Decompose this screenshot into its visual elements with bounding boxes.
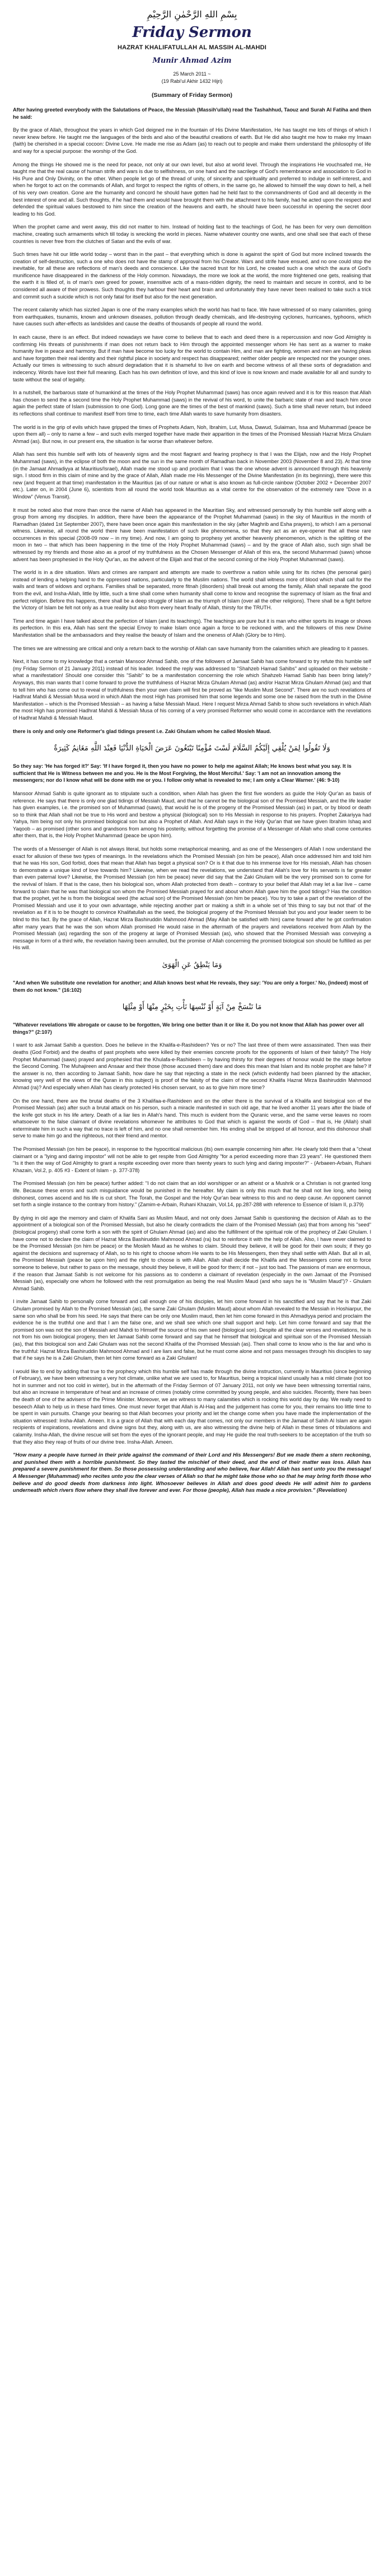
- paragraph: The world is in the grip of evils which have gripped the times of Prophets Adam, Noh, Ibrahim, Lut, Musa, Dawud, Sulaiman, Issa and Muhammad (peace be upon them all) – only to name a few – and such evils merged together have made their apparition in the times of the Promised Messiah Hazrat Mirza Ghulam Ahmad (as). But now, in our present era, the situation is far worse than whatever before.: [13, 424, 371, 444]
- paragraph: I invite Jamaat Sahib to personally come forward and call enough one of his disciples, let him come forward in his sanctified and say that he is that Zaki Ghulam promised by Allah to the Promised Messiah (as), the same Zaki Ghulam (Muslim Maud) about whom Allah revealed to the Messiah in Hoshiarpur, the same son who shall be from his seed. He says that there can be only one Muslim maud, then let him come forward in this Ahmadiyya period and proclaim the evidence he is the truthful one and that I am the false one, and we shall see which one shall support and help. Let him come forward and say that the promised son was not the son of Messiah and Mahdi to Himself the source of his own seed (biological son). Despite all the clear verses and revelations, he is not from his own biological progeny, then let Jamaat Sahib come forward and say that he himself that biological and spiritual son of the Promised Messiah (as), that this biological son and Zaki Ghulam was not the second Khalifa of the Promised Messiah (as). Then shall come to know who is the liar and who is the truthful: Hazrat Mirza Bashiruddin Mahmood Ahmad and I are liars and false, but he must come alone and not pass messages through his disciples to say that if he says he is a Zaki Ghulam, then let him come forward as a Zaki Ghulam!: [13, 1299, 371, 1361]
- paragraph: After having greeted everybody with the Salutations of Peace, the Messiah (Massih'ullah) read the Tashahhud, Taouz and Surah Al Fatiha and then he said:: [13, 107, 371, 120]
- author-name: Munir Ahmad Azim: [152, 57, 232, 65]
- arabic-verse: وَمَا يَنْطِقُ عَنِ الْهَوَىٰ: [162, 960, 222, 969]
- paragraph: Among the things He showed me is the need for peace, not only at our own level, but also at world level. Through the inspirations He vouchsafed me, He taught me that the real cause of human strife and wars is due to selfishness, on one hand and the sacrilege of God's remembrance and association to God in His Pure and Only Divinity, on the other. When people let go of the thread of unity, of sincerity and spirituality and preferred to indulge in self-interest, and when he forgot to act on the commands of Allah, and forgot to respect the rights of others, in the same go, he allowed to himself the way down to hell, a hell of his very own creation. Gone are the humanity and concord he should have gotten had he held fast to the commandments of God and all decently in the best interest of one and all. Such thoughts, if he had them and would have brought them with the attachment to his family, had he acted upon the respect and defended the spiritual values bestowed to him since the creation of the heavens and earth, he should have been successful in opening the secret door leading to his God.: [13, 161, 371, 217]
- closing-quote: "How many a people have turned in their pride against the command of their Lord and His Messengers! But we made them a stern reckoning, and punished them with a horrible punishment. So they tasted the mischief of their deed, and the end of their matter was loss. Allah has prepared a severe punishment for them. So those possessing understanding and who believe, fear Allah! Allah has sent unto you the message! A Messenger (Muhammad) who recites unto you the clear verses of Allah so that he might take those who so that he may bring forth those who believe and do good deeds from darkness into light. Whosoever believes in Allah and does good deeds He will admit him to gardens underneath which rivers flow where they shall live forever and ever. For those (people), Allah has made a nice provision." (Revelation): [13, 1452, 371, 1494]
- subtitle: HAZRAT KHALIFATULLAH AL MASSIH AL-MAHDI: [117, 44, 267, 51]
- paragraph: Such times have hit our little world today – worst than in the past – that everything which is done is against the spirit of God but more inclined towards the creation of self-destruction, such a one who does not have the stamp of approval from his Creator. Wars and strife have ensued, and no one could stop the inevitable, for all these are reflections of man's deeds and conscience. Like the sacred trust for his Lord, he created such a one which the aura of God's munificence have disappeared in the darkness of the Holy common. Nowadays, the more we look at the world, the more frightened one gets, realising that the earth it is filled of, is of man's own greed for power, insensitive acts of a mass-ridden dignity, the need to maintain and secure in control, and to be considered all aware of their prowess. Such thoughts they harbour their heart and brain and unfortunately they have never been realised to take such a trick and commit such a suicide which is not only fatal for itself but also for the next generation.: [13, 251, 371, 300]
- paragraph: When the prophet came and went away, this did not matter to him. Instead of holding fast to the teachings of God, he has been for very own demolition machine, creating such armaments which till today is wrecking the world in pieces. Name whatever country one wants, and one shall see that each of these countries is never free from the clutches of Satan and the evils of war.: [13, 224, 371, 244]
- paragraph: there is only and only one Reformer's glad tidings present i.e. Zaki Ghulam whom he called Mosleh Maud.: [13, 728, 271, 734]
- paragraph: I want to ask Jamaat Sahib a question. Does he believe in the Khalifa-e-Rashideen? Yes or no? The last three of them were assassinated. Then was their deaths (God Forbid) and the deaths of past prophets who were killed by their enemies concrete proofs for the opponents of Islam of their falsity? The Holy Prophet Muhammad (saws) prayed and prophesied that the Khulafa-e-Rashideen – by having thirsty for their degrees of honour would be the stage before the Second Coming. The Muhajireen and Ansaar and their those (those accused them) dare and does this mean that Islam and its noble prophet are false? If the answer is no, then according to Jamaat Sahib, how dare he say that rejecting a state in the neck (which evidently had been planned by the attacker, knowing very well of the views of the Quran in this subject) is proof of the falsity of the claim of the second Khalifa Hazrat Mirza Bashiruddin Mahmood Ahmad (ra)? And especially when Allah has clearly protected His chosen servant, so as to give him more time?: [13, 1042, 371, 1090]
- paragraph: Time and time again I have talked about the perfection of Islam (and its teachings). The teachings are pure but it is man who either sports its image or shows its perfection. In this era, Allah has sent the special Envoy to make Islam once again a force to be reckoned with, and the followers of this new Divine Manifestation shall be the ambassadors and they realise the beauty of Islam and the oneness of Allah (Glory be to Him).: [13, 618, 371, 638]
- paragraph: The times we are witnessing are critical and only a return back to the worship of Allah can save humanity from the calamities which are pleading to it passes.: [13, 645, 369, 651]
- paragraph: The Promised Messiah (on him be peace) further added: "I do not claim that an idol worshipper or an atheist or a Mushrik or a Christian is not granted long life. Because these errors and such misguidance would be punished in the hereafter. My claim is only this much that he shall not live long, who being dishonest, comes ascend and his life is cut short. The Torah, the Gospel and the Holy Qur'an bear witness to this and no deep cause. An opponent cannot set forth a single instance to the contrary from history." (Zamim-e-Arbain, Ruhani Khazain, Vol.14, pp.287-288 with reference to Essence of Islam II, p.379): [13, 1180, 371, 1208]
- paragraph: Allah has sent this humble self with lots of heavenly signs and the most flagrant and fearing prophecy is that I was the Elijah, now and the Holy Prophet Muhammad (saws), in the eclipse of both the moon and the sun in the same month of Ramadhan back in November 2003 (November 8 and 23). At that time (in the Jamaat Ahmadiyya at Mauritius/Israel), Allah made me stood up and proclaim that I was the one whose advent is announced through this heavenly sign. I stood firm in this claim of mine and by the grace of Allah, Allah made me His Messenger of the Divine Manifestation (in its beginning), there were this new (and frequent at that time) manifestation in the Mauritius (as of our nature or what is also known as full-circle rainbow (October 2002 + December 2007 etc.). Later on, in 2004 (June 6), scientists from all round the world took Mauritius as a vital centre for the observation of the extremely rare "Dove in a Window" (Venus Transit).: [13, 451, 371, 500]
- verse-translation: So they say: 'He has forged it?' Say: 'If I have forged it, then you have no power to help me against Allah; He knows best what you say. It is sufficient that He is Witness between me and you. He is the Most Forgiving, the Most Merciful.' Say: 'I am not an innovation among the messengers; nor do I know what will be done with me or you. I follow only what is revealed to me; I am only a Clear Warner.' (46: 9-10): [13, 763, 352, 783]
- paragraph: The words of a Messenger of Allah is not always literal, but holds some metaphorical meaning, and as one of the Messengers of Allah I now understand the exact for allusion of these two types of meanings. In the revelations which the Promised Messiah (on him be peace), Allah once addressed him and told him that he was His son, God forbid, does that mean that Allah has begot a physical son? Or is it that due to his immense love for His messiah, Allah has chosen to demonstrate a unique kind of love towards him? Likewise, when we read the revelations, we understand that Allah's love for His servants is far greater than even paternal love? Likewise, the Promised Messiah (on him be peace) never did say that the Zaki Ghulam will be the very promised son to come for the revival of Islam. If that is the case, then his biological son, whom Allah protected from death – contrary to your belief that Allah may let a liar live – came forward to claim that he was that biological son whom the Promised Messiah prayed for and about whom Allah gave him the good tidings? Has the condition that the prophet, yet he is from the biological seed (the actual son) of the Promised Messiah (on him be peace). You try to take a part of the revelation of the Promised Messiah and use it to your own advantage, while rejecting another part or making a shift in a whole set of 'this thing to say but not that' of the revelation as if it is to be thought to convince Khalifatullah as the seed, the biological progeny of the Promised Messiah but you and your leader seem to be blind to this fact. By the grace of Allah, Hazrat Mirza Bashiruddin Mahmood Ahmad (May Allah be satisfied with him) came forward after he got confirmation after many years that he was the son whom Allah promised He would raise in the aftermath of the prayers and revelations received from Allah by the Promised Messiah (as) regarding the son of the progeny at large of Promised Messiah (as), who showed that the Promised Messiah was conveying a message in form of a third wife, the revelation having been annulled, but the promise of Allah concerning the promised biological son should be fulfilled as per His will.: [13, 846, 371, 951]
- verse-translation: "And when We substitute one revelation for another; and Allah knows best what He reveals, they say: 'You are only a forger.' No, (indeed) most of them do not know." (16:102): [13, 979, 368, 993]
- paragraph: By dying in old age the memory and claim of Khalifa Sani as Muslim Maud, and not only does Jamaat Sahib is questioning the decision of Allah as to the appointment of a biological son of the Promised Messiah, but also he clearly contradicts the claim of the Promised Messiah (as) that from among his "seed" (biological progeny) shall come forth a son with the spirit of Ghulam Ahmad (as) and also the fulfillment of the spiritual role of the prophecy of Zaki Ghulam. I have come not to declare the claim of Hazrat Mirza Bashiruddin Mahmood Ahmad (ra) but to reinforce it with the help of Allah. Also, I have never claimed to be the Promised Messiah (on him be peace) or the Mosleh Maud as he wishes to claim. Should they believe, it will be good for their own souls; if they go against the decisions and supremacy of Allah, so to his right to choose whom He wants to be His Messengers, then they shall settle with Allah. But all in all, the Promised Messiah (peace be upon him) and the right to choose is with Allah. Allah shall decide the Khalifa and the Messengers come not to force someone to believe, but rather to pass on the message, should they believe, it will be good for them; if not – just too bad. The passions of man are enormous, if the reason that Jamaat Sahib is not welcome for his passions as to condemn a claimant of revelation (especially in the own Jamaat of the Promised Messiah (as), especially one whom he followed with the rest promulgation as being the real Muslim Maud (and who says he is "Muslim Maud")? - Ghulam Ahmad Sahib.: [13, 1215, 371, 1291]
- arabic-verse: وَلَا تَقُولُوا لِمَنْ يُلْقِي إِلَيْكُمُ السَّلَامَ لَسْتَ مُؤْمِنًا تَبْتَغُونَ عَرَضَ الْحَيَاةِ الدُّنْيَا فَعِنْدَ اللَّهِ مَغَانِمُ كَثِيرَةٌ: [54, 744, 330, 753]
- paragraph: On the one hand, there are the brutal deaths of the 3 Khalifaa-e-Rashideen and on the other there is the survival of a Khalifa and biological son of the Promised Messiah (as) after such a brutal attack on his person, such a miracle manifested in such old age, that he lived another 11 years after the blade of the knife got stuck in his life artery. Death of a liar lies in Allah's hand. This much is evident from the Quranic verse, and the same verse leaves no room whatsoever to the false claimant of divine revelations whomever he attributes to God that which is against the words of God – that is, He (Allah) shall exterminate him in such a way that no trace is left of him, and no one shall remember him. His ending shall be stripped of all honour, and this dishonour shall serve to make him go and the righteous, not their friend and mentor.: [13, 1098, 371, 1139]
- paragraph: The world is in a dire situation. Wars and crimes are rampant and attempts are made to overthrow a nation while using for its riches (the personal gain) instead of lending a helping hand to the oppressed nations, particularly to the Muslim nations. The world shall witness more of blood which shall call for the wails and tears of widows and orphans. Families shall be separated, more fitnah (disorders) shall break out among the family, Allah shall separate the good from the evil, and Insha-Allah, little by little, such a time shall come when humanity shall come to know and recognise the supremacy of Islam as the final and perfect religion. Before this happens, there shall be a deep struggle of Islam as the triumph of Islam (over all the other religions). There shall be a fight before the Victory of Islam be felt not only as a true reality but also from every heart finally of Allah, thirsty for the TRUTH.: [13, 570, 371, 611]
- paragraph: In each cause, there is an effect. But indeed nowadays we have come to believe that to each and deed there is a repercussion and now God Almighty is confirming His threats of punishments if man does not return back to Him through the appointed messenger whom He has sent as a warner to make humanity live in peace and harmony. But if man have become too lucky for the world to contain Him, and man are fighting, women and men are having pleas and have forgotten their real identity and their rightful place in society and respect has disappeared; neither older people are respected nor the younger ones. Actually our times is witnessing to such absurd degradation that it is shameful to live on earth and become witness of all these sorts of degradation and indecency. Words have lost their full meaning. Each has his own definition of love, and this kind of love is now known and made available for all and sundry to taste without the seal of legality.: [13, 334, 371, 382]
- page-title: Friday Sermon: [132, 24, 252, 41]
- paragraph: I would like to end by adding that true to the prophecy which this humble self has made through the divine instruction, currently in Mauritius (since beginning of February), we have been witnessing a very hot climate, unlike what we are used to, for Mauritius, being a tropical island usually has a mild climate (not too hot in summer and not too cold in winter), but in the aftermath of the Friday Sermon of 07 January 2011, not only we have been witnessing torrential rains, but also an increase in temperature of heat and an increase of crimes (notably crime committed by young people, and also suicides. Recently, there has been the death of one of the advisers of the Prime Minister. Moreover, we are witness to many calamities which is rocking this world day by day. We really need to beseech Allah to help us in these hard times. One must never forget that Allah is Al-Haq and the judgement has come for you, their remains too little time to be spent in vain pursuits. Change your bearing so that Allah becomes your priority and let the change come when you have made the implementation of the situation witnessed: Insha-Allah. Ameen. It is a grace of Allah that with each day that comes, not only our members in the Jamaat of Sahih Al Islam are again recipients of inspirations, revelations and divine signs but they, along with us, are also witnessing the divine help of Allah in these times of tribulations and calamity. Insha-Allah, the divine rescue will set from the eyes of the ignorant people, and may He guide the real truth-seekers to be acceptation of the truth so that they also they reap of fruits of our divine tree. Insha-Allah. Ameen.: [13, 1368, 371, 1445]
- paragraph: Mansoor Ahmad Sahib is quite ignorant as to stipulate such a condition, when Allah has given the first five wonders as guide the Holy Qur'an as basis of reference. He says that there is only one glad tidings of Messiah Maud, and that he cannot be the biological son of the Promised Messiah, and the life leader has given examples, i.e. the promised son of Muhammad (saws), that would he is of the progeny of the Promised Messiah (as) in part, or by blood or death so to think that Allah shall not be true to His word and bestow a physical (biological) son to His Messiah in response to his prayers. Prophet Zakariyya had Yahya, him being not only his promised biological son but also a Prophet of Allah. And Allah says in the Holy Qur'an that we have given Ibrahim Ishaq and Yaqoob – as promised (other sons and grandsons from among his posterity, without forgetting the promise of a Messenger of Allah who shall come centuries after them, that is, the Holy Prophet Muhammad (peace be upon him).: [13, 790, 371, 839]
- paragraph: The Promised Messiah (on him be peace), in response to the hypocritical malicious (its) own example concerning him after. He clearly told them that a "cheat claimant or a "lying and daring impostor" will not be able to get respite from God Almighty "for a period exceeding more than 23 years". He questioned them "Is it then the way of God Almighty to grant a respite exceeding over more than twenty years to such lying and daring imposter?" - (Arbaeen-Arbain, Ruhani Khazain, Vol.2, p. 405 #3 - Extent of Islam - p. 377-378): [13, 1146, 371, 1173]
- bismillah: بِسْمِ اللهِ الرَّحْمٰنِ الرَّحِيْمِ: [147, 9, 237, 20]
- arabic-verse: مَا نَنْسَخْ مِنْ آيَةٍ أَوْ نُنْسِهَا نَأْتِ بِخَيْرٍ مِنْهَا أَوْ مِثْلِهَا: [122, 1003, 262, 1012]
- paragraph: The recent calamity which has sizzled Japan is one of the many examples which the world has had to face. We have witnessed of so many calamities, going from earthquakes, tsunamis, known and unknown diseases, pollution through deadly chemicals, and life-destroying cyclones, hurricanes, typhoons, which have causes such after-effects as landslides and cause the deaths of thousands of people all round the world.: [13, 307, 371, 327]
- date-gregorian: 25 March 2011 ~: [173, 71, 211, 77]
- date-block: [13, 71, 371, 85]
- date-hijri: (19 Rabi'ul Akhir 1432 Hijri): [161, 78, 223, 84]
- paragraph: Next, it has come to my knowledge that a certain Mansoor Ahmad Sahib, one of the followers of Jamaat Sahib has come forward to try refute this humble self (my Friday Sermon of 21 January 2011) instead of his leader. Indeed the reply was addressed to "Shahzeb Hamad Sahibs" and uploaded on their website - what a manifestation! Should one consider this "Sahib" to be a manifestation concerning the role which Shahzeb Hamad Sahib has been bring lately? Anyways, this man wants that I come forward to prove the truthfulness of Hazrat Mirza Ghulam Ahmad (as) and/or Hazrat Mirza Ghulam Ahmad (as) and that to tell him who has come out to reveal of truthfulness then your own claim will first be proved as "like Muslim Must Second". There are no such revelations of Hadhrat Mahdi & Messiah Musa word in which Allah the most High has promised him that some legends and some one be raised from the truth in the Divine Manifestation – which is the Promised Messiah – as having a false Messiah Maud. Here I request Mirza Ahmad Sahib to show such revelations in which Allah the most High has promised Hadhrat Mahdi & Messiah Musa of his coming of a very promised Reformer who would come in accordance with the revelations of Hadhrat Mahdi & Messiah Maud.: [13, 659, 371, 721]
- paragraph: By the grace of Allah, throughout the years in which God deigned me in the fountain of His Divine Manifestation, He has taught me lots of things of which I never knew before. He taught me the languages of the birds and also of the beautiful creations of earth. But He did also taught me how to make my Imaan (faith) be cherished in a special cocoon: Divine Love. He made me rise as Adam (as) to reach out to people and make them understand the philosophy of life and way for a special purpose: the worship of the God.: [13, 127, 371, 154]
- paragraph: It must be noted also that more than once the name of Allah has appeared in the Mauritian Sky, and witnessed personally by this humble self along with a group from among my disciples. In addition, there have been the appearance of the Prophet Muhammad (saws) in the sky of Mauritius in the month of Ramadhan (dated 1st September 2007), there have been once again this manifestation in the sky (after Maghrib and Esha prayers), to which I am a personal witness. Likewise, all round the world there have been manifestation of such like phenomena, so that they act as an eye-opener that all these rare occurrences in this special (2008-09 now – in my time). And now, I am going to prophesy yet another heavenly phenomenon, which is the splitting of the moon in two – that which has been happening in the time of the Holy Prophet Muhammad (saws) – and by the grace of Allah also, such sign shall be witnessed by my friends and those also as a proof of my truthfulness as the Chosen Messenger of Allah of this era, the second Muhammad (saws) whose advent has been prophesied in the Holy Qur'an, as the advent of the Elijah and that of the second coming of the Holy Prophet Muhammad (saws).: [13, 507, 371, 562]
- paragraph: In a nutshell, the barbarous state of humankind at the times of the Holy Prophet Muhammad (saws) has once again revived and it is for this reason that Allah has chosen to send the a second time the Holy Prophet Muhammad (saws) in the revival of his word, to unite the barbaric state of man and teach him once again the perfect state of Islam (submission to one God). Long gone are the times of the best of mankind (saws). Such a time shall never return, but indeed its reflections shall continue to manifest itself from time to time, each time Allah wants to save humanity from disasters.: [13, 390, 371, 417]
- verse-translation: "Whatever revelations We abrogate or cause to be forgotten, We bring one better than it or like it. Do you not know that Allah has power over all things?" (2:107): [13, 1022, 364, 1035]
- summary-label: (Summary of Friday Sermon): [151, 92, 233, 99]
